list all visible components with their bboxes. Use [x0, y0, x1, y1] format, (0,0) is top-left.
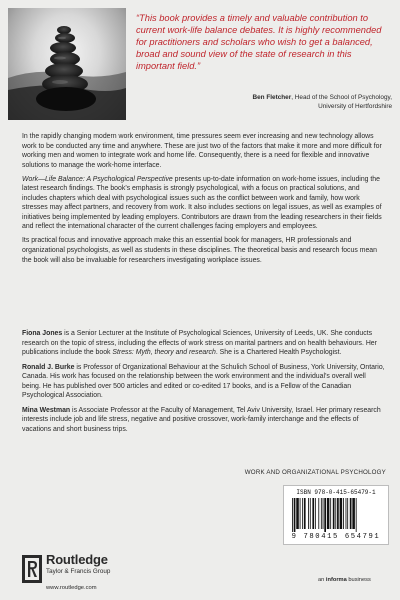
barcode-bar	[335, 498, 336, 529]
publisher-group: Taylor & Francis Group	[46, 568, 111, 575]
bio-text-jones-1: is a Senior Lecturer at the Institute of Psychological Sciences, University of Leeds, UK. She conducts research on the topic of stress, including the effects of work stress on marital partners and on health behaviours. Her publications include the book	[22, 330, 377, 357]
barcode-bar	[300, 498, 301, 529]
barcode-bar	[352, 498, 355, 529]
isbn-barcode-box	[283, 485, 389, 545]
barcode-icon	[292, 498, 380, 532]
bio-text-burke: is Professor of Organizational Behaviour at the Schulich School of Business, York University, Ontario, Canada. His work has focused on the relationship between the work environment and the individual’s overall well being. He has published over 500 articles and edited or co-edited 17 books, and is a Fellow of the Canadian Psychological Association.	[22, 363, 385, 400]
barcode-bar	[350, 498, 352, 529]
book-title: Work—Life Balance: A Psychological Perspective	[22, 175, 173, 183]
author-bios	[22, 329, 386, 439]
barcode-bar	[304, 498, 306, 529]
book-description	[22, 132, 386, 270]
barcode-bar	[294, 498, 296, 532]
bio-jones	[22, 329, 386, 358]
barcode-bar	[312, 498, 314, 529]
barcode-bar	[308, 498, 309, 529]
description-paragraph-2-text: presents up-to-date information on work-home issues, including the latest research findings. The book’s emphasis is strongly psychological, with a focus on practical solutions, and includes chapters which deal with psychological issues such as the conflict between work and family, how work stresses may affect partners, and recovery from work. It also includes sections on legal issues, as well as examples of initiatives being implemented by leading employers. Contributors are drawn from the leading researchers in their fields and reflect the international character of the current challenges facing employers and employees.	[22, 175, 382, 231]
endorsement-quote: “This book provides a timely and valuable contribution to current work-life balance debates. It is highly recommended for practitioners and scholars who wish to get a balanced, broad and sound view of the state of research in this important field.”	[136, 13, 382, 71]
barcode-bar	[315, 498, 316, 529]
cover-photo	[8, 8, 126, 120]
bio-book-jones: Stress: Myth, theory and research	[112, 349, 216, 357]
informa-prefix: an	[318, 577, 326, 583]
description-paragraph-3: Its practical focus and innovative approach make this an essential book for managers, HR professionals and organizational psychologists, as well as students in these disciplines. The theoretical basis and research focus mean the book will also be invaluable for researchers investigating workplace issues.	[22, 237, 377, 264]
balanced-stones-icon	[8, 8, 126, 120]
endorsement-name-line	[136, 94, 392, 103]
barcode-bar	[327, 498, 330, 529]
routledge-logo-icon	[22, 555, 42, 583]
barcode-bar	[347, 498, 348, 529]
bio-westman	[22, 406, 386, 435]
barcode-bar	[346, 498, 347, 529]
barcode-bar	[356, 498, 357, 532]
series-name: WORK AND ORGANIZATIONAL PSYCHOLOGY	[244, 469, 386, 476]
bio-name-westman: Mina Westman	[22, 406, 71, 414]
barcode-bar	[343, 498, 344, 529]
informa-suffix: business	[346, 577, 371, 583]
endorsement-attribution	[136, 94, 392, 111]
barcode-bar	[292, 498, 293, 532]
endorser-affiliation: University of Hertfordshire	[318, 102, 392, 110]
barcode-bar	[321, 498, 322, 529]
description-paragraph-2	[22, 175, 386, 232]
bio-text-westman: is Associate Professor at the Faculty of Management, Tel Aviv University, Israel. Her primary research interests include job and life stress, negative and positive crossover, work-family interchange and the effects of vacations and short business trips.	[22, 406, 381, 433]
barcode-bar	[302, 498, 303, 529]
barcode-bar	[318, 498, 319, 529]
bio-burke	[22, 363, 386, 401]
barcode-bar	[333, 498, 335, 529]
barcode-bar	[324, 498, 326, 532]
endorser-name: Ben Fletcher	[252, 94, 292, 101]
barcode-bar	[337, 498, 339, 529]
barcode-bar	[296, 498, 299, 529]
barcode-digits: 9 780415 654791	[291, 533, 381, 541]
publisher-name: Routledge	[46, 552, 108, 567]
informa-brand: informa	[325, 577, 347, 583]
isbn-label: ISBN 978-0-415-65479-1	[296, 489, 376, 496]
informa-tagline	[318, 577, 371, 583]
publisher-website[interactable]: www.routledge.com	[46, 585, 97, 591]
endorser-title: , Head of the School of Psychology,	[291, 94, 392, 101]
bio-name-burke: Ronald J. Burke	[22, 363, 75, 371]
description-paragraph-1: In the rapidly changing modern work environment, time pressures seem ever increasing and new technology allows work to be conducted any time and anywhere. These are just two of the factors that make it more and more difficult for working men and women to integrate work and home life. Consequently, there is a need for flexible and innovative solutions to manage the work-home interface.	[22, 133, 382, 169]
bio-name-jones: Fiona Jones	[22, 330, 63, 337]
barcode-bar	[310, 498, 311, 529]
barcode-bar	[330, 498, 331, 529]
barcode-bar	[323, 498, 324, 529]
barcode-bar	[340, 498, 343, 529]
bio-text-jones-2: . She is a Chartered Health Psychologist.	[215, 349, 342, 357]
